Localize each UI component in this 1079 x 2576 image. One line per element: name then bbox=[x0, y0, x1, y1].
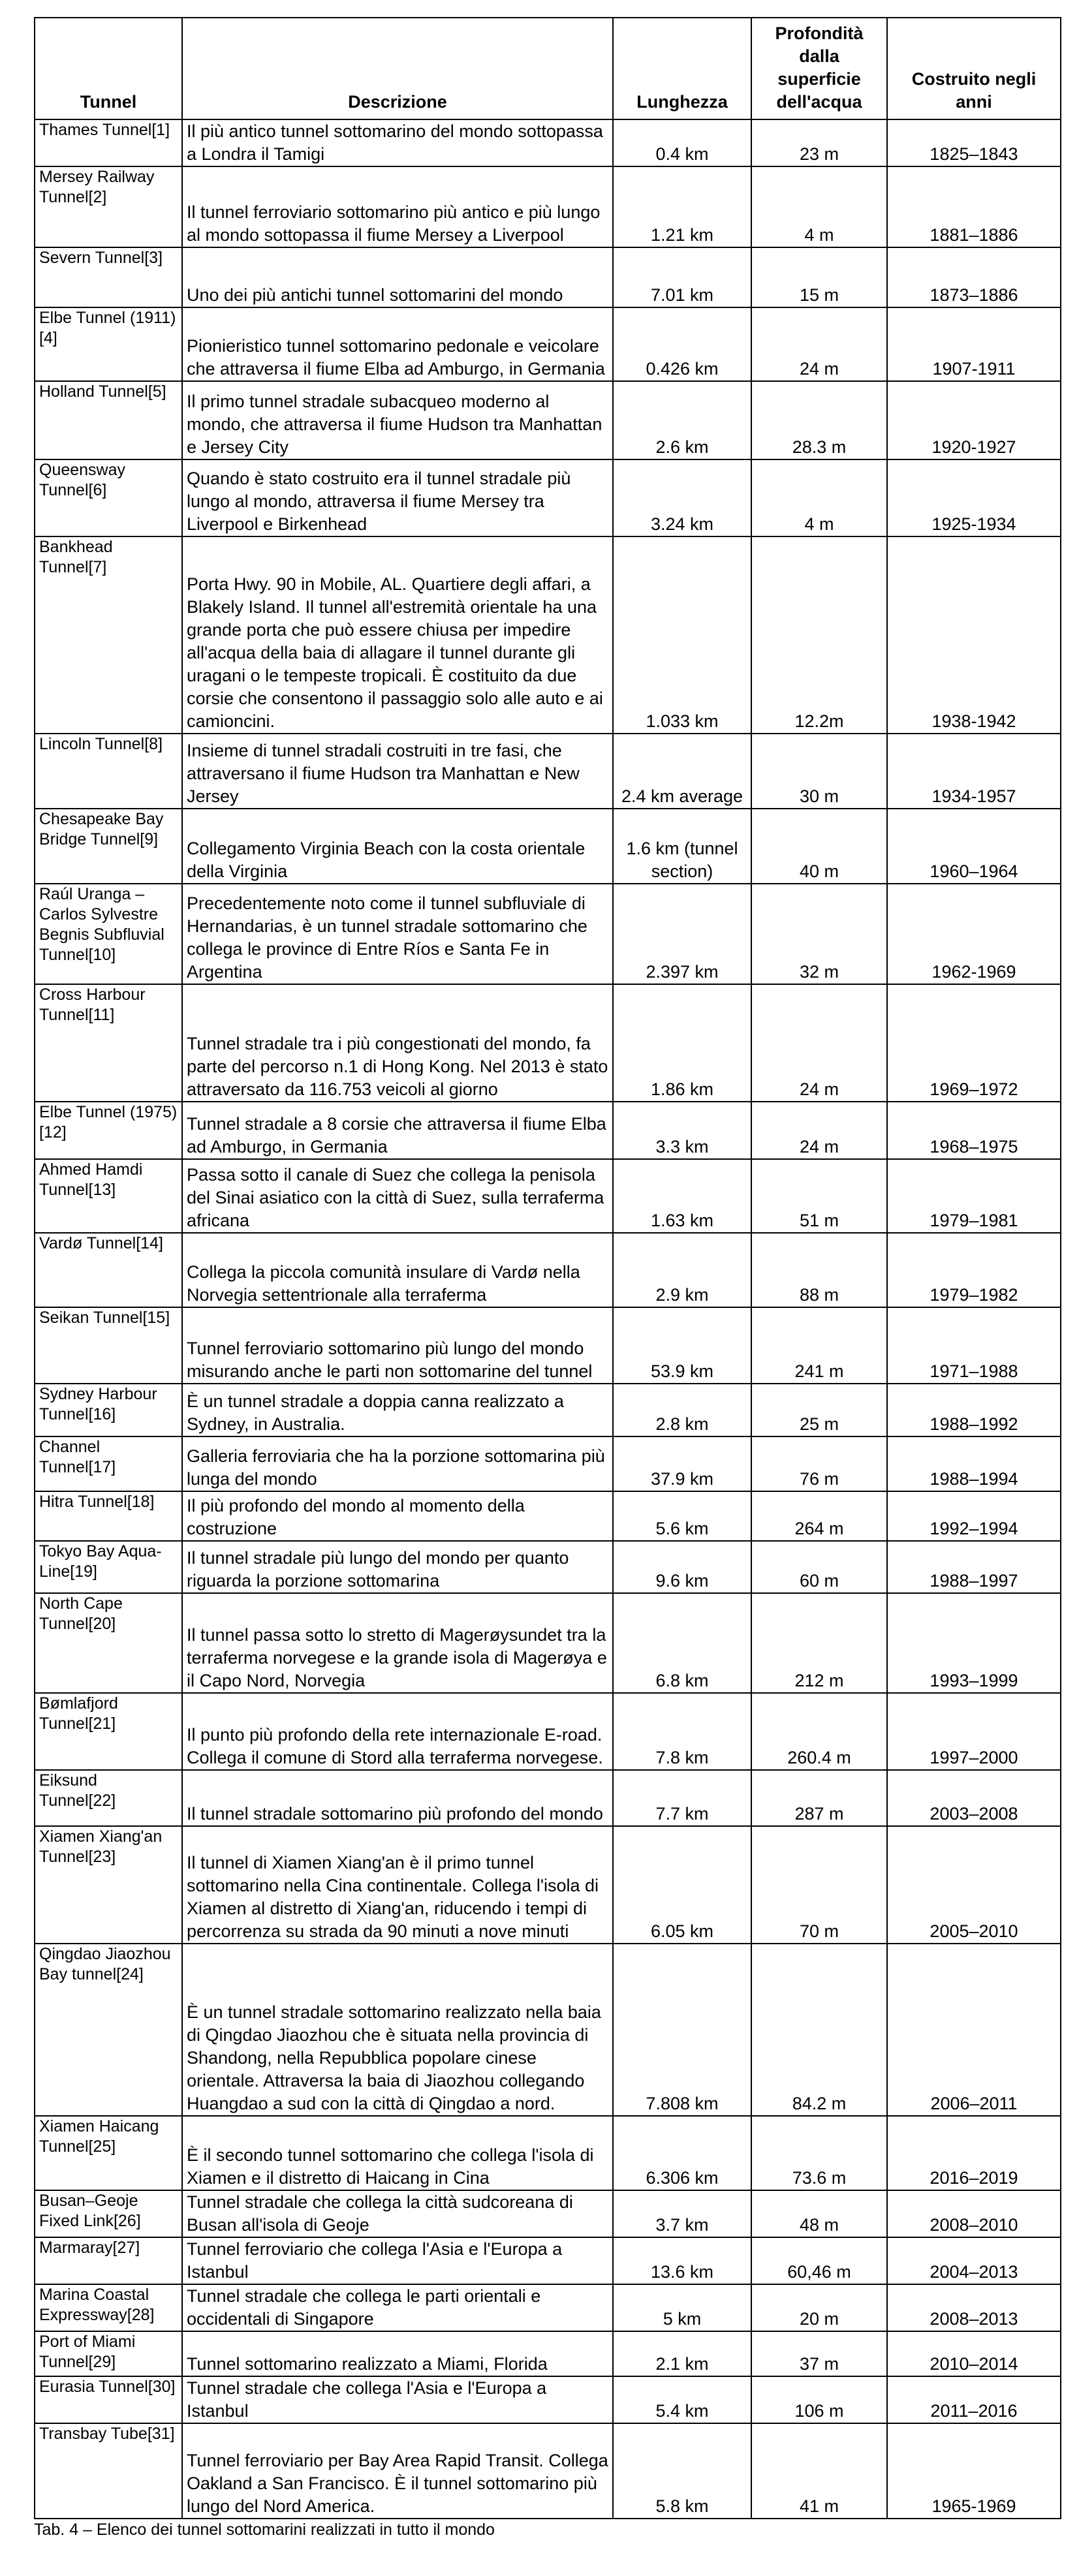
cell-depth: 84.2 m bbox=[751, 1944, 887, 2116]
cell-built-years: 1988–1994 bbox=[887, 1436, 1061, 1491]
cell-built-years: 1938-1942 bbox=[887, 536, 1061, 734]
cell-built-years: 2010–2014 bbox=[887, 2331, 1061, 2376]
cell-depth: 264 m bbox=[751, 1491, 887, 1541]
cell-depth: 28.3 m bbox=[751, 381, 887, 459]
cell-tunnel: Severn Tunnel[3] bbox=[35, 247, 182, 307]
cell-tunnel: Raúl Uranga – Carlos Sylvestre Begnis Subfluvial Tunnel[10] bbox=[35, 884, 182, 984]
cell-built-years: 1997–2000 bbox=[887, 1693, 1061, 1770]
cell-depth: 60 m bbox=[751, 1541, 887, 1593]
cell-length: 7.7 km bbox=[613, 1770, 751, 1826]
cell-length: 2.397 km bbox=[613, 884, 751, 984]
cell-depth: 287 m bbox=[751, 1770, 887, 1826]
cell-tunnel: North Cape Tunnel[20] bbox=[35, 1593, 182, 1693]
table-row bbox=[35, 536, 1061, 734]
cell-tunnel: Tokyo Bay Aqua-Line[19] bbox=[35, 1541, 182, 1593]
cell-tunnel: Sydney Harbour Tunnel[16] bbox=[35, 1384, 182, 1436]
table-row bbox=[35, 1693, 1061, 1770]
tunnels-table bbox=[34, 17, 1061, 2519]
cell-depth: 12.2m bbox=[751, 536, 887, 734]
cell-built-years: 1988–1992 bbox=[887, 1384, 1061, 1436]
cell-description: Insieme di tunnel stradali costruiti in tre fasi, che attraversano il fiume Hudson tra Manhattan e New Jersey bbox=[182, 734, 613, 809]
cell-built-years: 1920-1927 bbox=[887, 381, 1061, 459]
cell-description: Collega la piccola comunità insulare di Vardø nella Norvegia settentrionale alla terraferma bbox=[182, 1233, 613, 1307]
table-row bbox=[35, 1159, 1061, 1233]
cell-built-years: 1960–1964 bbox=[887, 809, 1061, 884]
cell-tunnel: Eurasia Tunnel[30] bbox=[35, 2376, 182, 2423]
cell-description: Tunnel ferroviario che collega l'Asia e l'Europa a Istanbul bbox=[182, 2237, 613, 2284]
cell-depth: 15 m bbox=[751, 247, 887, 307]
table-row bbox=[35, 1826, 1061, 1944]
cell-built-years: 2004–2013 bbox=[887, 2237, 1061, 2284]
cell-tunnel: Eiksund Tunnel[22] bbox=[35, 1770, 182, 1826]
table-row bbox=[35, 1541, 1061, 1593]
cell-description: Galleria ferroviaria che ha la porzione sottomarina più lunga del mondo bbox=[182, 1436, 613, 1491]
cell-tunnel: Ahmed Hamdi Tunnel[13] bbox=[35, 1159, 182, 1233]
cell-tunnel: Lincoln Tunnel[8] bbox=[35, 734, 182, 809]
cell-tunnel: Mersey Railway Tunnel[2] bbox=[35, 166, 182, 247]
cell-depth: 32 m bbox=[751, 884, 887, 984]
cell-built-years: 1934-1957 bbox=[887, 734, 1061, 809]
cell-length: 53.9 km bbox=[613, 1307, 751, 1384]
table-row bbox=[35, 2376, 1061, 2423]
table-row bbox=[35, 1770, 1061, 1826]
cell-length: 2.4 km average bbox=[613, 734, 751, 809]
cell-length: 7.01 km bbox=[613, 247, 751, 307]
cell-depth: 30 m bbox=[751, 734, 887, 809]
cell-tunnel: Queensway Tunnel[6] bbox=[35, 459, 182, 536]
cell-tunnel: Seikan Tunnel[15] bbox=[35, 1307, 182, 1384]
table-body bbox=[35, 119, 1061, 2519]
cell-description: Uno dei più antichi tunnel sottomarini del mondo bbox=[182, 247, 613, 307]
cell-depth: 241 m bbox=[751, 1307, 887, 1384]
table-row bbox=[35, 2331, 1061, 2376]
cell-description: Il tunnel ferroviario sottomarino più antico e più lungo al mondo sottopassa il fiume Mersey a Liverpool bbox=[182, 166, 613, 247]
cell-length: 9.6 km bbox=[613, 1541, 751, 1593]
table-row bbox=[35, 1436, 1061, 1491]
cell-length: 6.05 km bbox=[613, 1826, 751, 1944]
cell-description: Pionieristico tunnel sottomarino pedonale e veicolare che attraversa il fiume Elba ad Amburgo, in Germania bbox=[182, 307, 613, 381]
cell-depth: 106 m bbox=[751, 2376, 887, 2423]
cell-length: 7.808 km bbox=[613, 1944, 751, 2116]
cell-depth: 70 m bbox=[751, 1826, 887, 1944]
cell-description: Il tunnel stradale più lungo del mondo per quanto riguarda la porzione sottomarina bbox=[182, 1541, 613, 1593]
cell-description: Il punto più profondo della rete internazionale E-road. Collega il comune di Stord alla terraferma norvegese. bbox=[182, 1693, 613, 1770]
cell-length: 2.6 km bbox=[613, 381, 751, 459]
cell-description: Il tunnel stradale sottomarino più profondo del mondo bbox=[182, 1770, 613, 1826]
cell-depth: 25 m bbox=[751, 1384, 887, 1436]
cell-length: 3.7 km bbox=[613, 2190, 751, 2237]
cell-tunnel: Channel Tunnel[17] bbox=[35, 1436, 182, 1491]
cell-description: Tunnel stradale tra i più congestionati del mondo, fa parte del percorso n.1 di Hong Kong. Nel 2013 è stato attraversato da 116.753 veicoli al giorno bbox=[182, 984, 613, 1102]
document-page bbox=[34, 17, 1060, 2539]
cell-built-years: 1873–1886 bbox=[887, 247, 1061, 307]
table-row bbox=[35, 1102, 1061, 1159]
cell-depth: 24 m bbox=[751, 984, 887, 1102]
cell-description: Tunnel ferroviario per Bay Area Rapid Transit. Collega Oakland a San Francisco. È il tunnel sottomarino più lungo del Nord America. bbox=[182, 2423, 613, 2519]
cell-built-years: 1969–1972 bbox=[887, 984, 1061, 1102]
table-caption: Tab. 4 – Elenco dei tunnel sottomarini realizzati in tutto il mondo bbox=[34, 2521, 495, 2539]
cell-tunnel: Xiamen Xiang'an Tunnel[23] bbox=[35, 1826, 182, 1944]
cell-length: 5 km bbox=[613, 2284, 751, 2331]
cell-description: Il primo tunnel stradale subacqueo moderno al mondo, che attraversa il fiume Hudson tra Manhattan e Jersey City bbox=[182, 381, 613, 459]
cell-tunnel: Transbay Tube[31] bbox=[35, 2423, 182, 2519]
cell-built-years: 1962-1969 bbox=[887, 884, 1061, 984]
cell-description: Il più antico tunnel sottomarino del mondo sottopassa a Londra il Tamigi bbox=[182, 119, 613, 166]
cell-depth: 60,46 m bbox=[751, 2237, 887, 2284]
cell-description: Tunnel stradale che collega la città sudcoreana di Busan all'isola di Geoje bbox=[182, 2190, 613, 2237]
cell-depth: 4 m bbox=[751, 459, 887, 536]
cell-built-years: 1965-1969 bbox=[887, 2423, 1061, 2519]
cell-length: 7.8 km bbox=[613, 1693, 751, 1770]
table-row bbox=[35, 1233, 1061, 1307]
cell-built-years: 2003–2008 bbox=[887, 1770, 1061, 1826]
cell-depth: 24 m bbox=[751, 1102, 887, 1159]
cell-tunnel: Port of Miami Tunnel[29] bbox=[35, 2331, 182, 2376]
table-row bbox=[35, 884, 1061, 984]
cell-length: 5.8 km bbox=[613, 2423, 751, 2519]
cell-depth: 212 m bbox=[751, 1593, 887, 1693]
cell-depth: 48 m bbox=[751, 2190, 887, 2237]
header-built-years: Costruito negli anni bbox=[887, 18, 1061, 119]
cell-length: 0.426 km bbox=[613, 307, 751, 381]
cell-length: 2.1 km bbox=[613, 2331, 751, 2376]
cell-length: 1.21 km bbox=[613, 166, 751, 247]
cell-built-years: 1971–1988 bbox=[887, 1307, 1061, 1384]
cell-length: 37.9 km bbox=[613, 1436, 751, 1491]
cell-built-years: 1993–1999 bbox=[887, 1593, 1061, 1693]
cell-built-years: 2016–2019 bbox=[887, 2116, 1061, 2190]
cell-depth: 41 m bbox=[751, 2423, 887, 2519]
cell-length: 5.6 km bbox=[613, 1491, 751, 1541]
table-row bbox=[35, 809, 1061, 884]
cell-length: 1.86 km bbox=[613, 984, 751, 1102]
table-row bbox=[35, 2116, 1061, 2190]
cell-description: Tunnel stradale che collega l'Asia e l'Europa a Istanbul bbox=[182, 2376, 613, 2423]
table-row bbox=[35, 459, 1061, 536]
cell-length: 3.3 km bbox=[613, 1102, 751, 1159]
cell-tunnel: Elbe Tunnel (1911)[4] bbox=[35, 307, 182, 381]
cell-description: Passa sotto il canale di Suez che collega la penisola del Sinai asiatico con la città di Suez, sulla terraferma africana bbox=[182, 1159, 613, 1233]
cell-tunnel: Bømlafjord Tunnel[21] bbox=[35, 1693, 182, 1770]
cell-tunnel: Thames Tunnel[1] bbox=[35, 119, 182, 166]
cell-description: Tunnel stradale a 8 corsie che attraversa il fiume Elba ad Amburgo, in Germania bbox=[182, 1102, 613, 1159]
table-row bbox=[35, 1593, 1061, 1693]
cell-tunnel: Busan–Geoje Fixed Link[26] bbox=[35, 2190, 182, 2237]
cell-tunnel: Qingdao Jiaozhou Bay tunnel[24] bbox=[35, 1944, 182, 2116]
table-row bbox=[35, 119, 1061, 166]
cell-tunnel: Vardø Tunnel[14] bbox=[35, 1233, 182, 1307]
cell-description: È il secondo tunnel sottomarino che collega l'isola di Xiamen e il distretto di Haicang in Cina bbox=[182, 2116, 613, 2190]
cell-built-years: 2006–2011 bbox=[887, 1944, 1061, 2116]
cell-length: 2.8 km bbox=[613, 1384, 751, 1436]
table-row bbox=[35, 734, 1061, 809]
cell-built-years: 1988–1997 bbox=[887, 1541, 1061, 1593]
cell-built-years: 1979–1981 bbox=[887, 1159, 1061, 1233]
cell-length: 1.033 km bbox=[613, 536, 751, 734]
cell-depth: 20 m bbox=[751, 2284, 887, 2331]
cell-depth: 40 m bbox=[751, 809, 887, 884]
cell-description: Il tunnel passa sotto lo stretto di Magerøysundet tra la terraferma norvegese e la grande isola di Magerøya e il Capo Nord, Norvegia bbox=[182, 1593, 613, 1693]
cell-description: È un tunnel stradale a doppia canna realizzato a Sydney, in Australia. bbox=[182, 1384, 613, 1436]
cell-tunnel: Hitra Tunnel[18] bbox=[35, 1491, 182, 1541]
cell-built-years: 1907-1911 bbox=[887, 307, 1061, 381]
table-row bbox=[35, 381, 1061, 459]
cell-length: 1.6 km (tunnel section) bbox=[613, 809, 751, 884]
table-row bbox=[35, 247, 1061, 307]
table-row bbox=[35, 166, 1061, 247]
cell-tunnel: Xiamen Haicang Tunnel[25] bbox=[35, 2116, 182, 2190]
cell-built-years: 2008–2010 bbox=[887, 2190, 1061, 2237]
cell-depth: 88 m bbox=[751, 1233, 887, 1307]
cell-tunnel: Elbe Tunnel (1975)[12] bbox=[35, 1102, 182, 1159]
cell-description: Il più profondo del mondo al momento della costruzione bbox=[182, 1491, 613, 1541]
cell-depth: 260.4 m bbox=[751, 1693, 887, 1770]
cell-depth: 4 m bbox=[751, 166, 887, 247]
cell-length: 2.9 km bbox=[613, 1233, 751, 1307]
cell-length: 6.306 km bbox=[613, 2116, 751, 2190]
cell-tunnel: Bankhead Tunnel[7] bbox=[35, 536, 182, 734]
cell-built-years: 1881–1886 bbox=[887, 166, 1061, 247]
cell-tunnel: Holland Tunnel[5] bbox=[35, 381, 182, 459]
cell-tunnel: Cross Harbour Tunnel[11] bbox=[35, 984, 182, 1102]
table-row bbox=[35, 1384, 1061, 1436]
cell-built-years: 1992–1994 bbox=[887, 1491, 1061, 1541]
table-row bbox=[35, 2284, 1061, 2331]
cell-built-years: 1979–1982 bbox=[887, 1233, 1061, 1307]
cell-description: Tunnel stradale che collega le parti orientali e occidentali di Singapore bbox=[182, 2284, 613, 2331]
cell-tunnel: Chesapeake Bay Bridge Tunnel[9] bbox=[35, 809, 182, 884]
cell-description: Precedentemente noto come il tunnel subfluviale di Hernandarias, è un tunnel stradale sottomarino che collega le province di Entre Ríos e Santa Fe in Argentina bbox=[182, 884, 613, 984]
table-row bbox=[35, 1307, 1061, 1384]
cell-depth: 37 m bbox=[751, 2331, 887, 2376]
cell-depth: 73.6 m bbox=[751, 2116, 887, 2190]
cell-description: Quando è stato costruito era il tunnel stradale più lungo al mondo, attraversa il fiume Mersey tra Liverpool e Birkenhead bbox=[182, 459, 613, 536]
cell-depth: 23 m bbox=[751, 119, 887, 166]
cell-depth: 51 m bbox=[751, 1159, 887, 1233]
table-row bbox=[35, 2237, 1061, 2284]
cell-built-years: 2011–2016 bbox=[887, 2376, 1061, 2423]
cell-built-years: 1968–1975 bbox=[887, 1102, 1061, 1159]
cell-description: Tunnel ferroviario sottomarino più lungo del mondo misurando anche le parti non sottomarine del tunnel bbox=[182, 1307, 613, 1384]
header-tunnel: Tunnel bbox=[35, 18, 182, 119]
cell-built-years: 2005–2010 bbox=[887, 1826, 1061, 1944]
cell-depth: 24 m bbox=[751, 307, 887, 381]
cell-description: Porta Hwy. 90 in Mobile, AL. Quartiere degli affari, a Blakely Island. Il tunnel all'estremità orientale ha una grande porta che può essere chiusa per impedire all'acqua della baia di allagare il tunnel durante gli uragani o le tempeste tropicali. È costituito da due corsie che consentono il passaggio solo alle auto e ai camioncini. bbox=[182, 536, 613, 734]
cell-built-years: 1825–1843 bbox=[887, 119, 1061, 166]
table-row bbox=[35, 2423, 1061, 2519]
cell-description: È un tunnel stradale sottomarino realizzato nella baia di Qingdao Jiaozhou che è situata nella provincia di Shandong, nella Repubblica popolare cinese orientale. Attraversa la baia di Jiaozhou collegando Huangdao a sud con la città di Qingdao a nord. bbox=[182, 1944, 613, 2116]
table-header-row bbox=[35, 18, 1061, 119]
header-length: Lunghezza bbox=[613, 18, 751, 119]
cell-length: 0.4 km bbox=[613, 119, 751, 166]
cell-length: 5.4 km bbox=[613, 2376, 751, 2423]
cell-length: 13.6 km bbox=[613, 2237, 751, 2284]
cell-built-years: 1925-1934 bbox=[887, 459, 1061, 536]
table-row bbox=[35, 307, 1061, 381]
cell-length: 6.8 km bbox=[613, 1593, 751, 1693]
cell-length: 1.63 km bbox=[613, 1159, 751, 1233]
cell-description: Il tunnel di Xiamen Xiang'an è il primo tunnel sottomarino nella Cina continentale. Collega l'isola di Xiamen al distretto di Xiang'an, riducendo i tempi di percorrenza su strada da 90 minuti a nove minuti bbox=[182, 1826, 613, 1944]
table-row bbox=[35, 984, 1061, 1102]
table-row bbox=[35, 1491, 1061, 1541]
header-depth: Profondità dalla superficie dell'acqua bbox=[751, 18, 887, 119]
cell-tunnel: Marmaray[27] bbox=[35, 2237, 182, 2284]
header-description: Descrizione bbox=[182, 18, 613, 119]
cell-built-years: 2008–2013 bbox=[887, 2284, 1061, 2331]
cell-description: Tunnel sottomarino realizzato a Miami, Florida bbox=[182, 2331, 613, 2376]
cell-tunnel: Marina Coastal Expressway[28] bbox=[35, 2284, 182, 2331]
cell-depth: 76 m bbox=[751, 1436, 887, 1491]
cell-description: Collegamento Virginia Beach con la costa orientale della Virginia bbox=[182, 809, 613, 884]
table-row bbox=[35, 1944, 1061, 2116]
table-row bbox=[35, 2190, 1061, 2237]
cell-length: 3.24 km bbox=[613, 459, 751, 536]
